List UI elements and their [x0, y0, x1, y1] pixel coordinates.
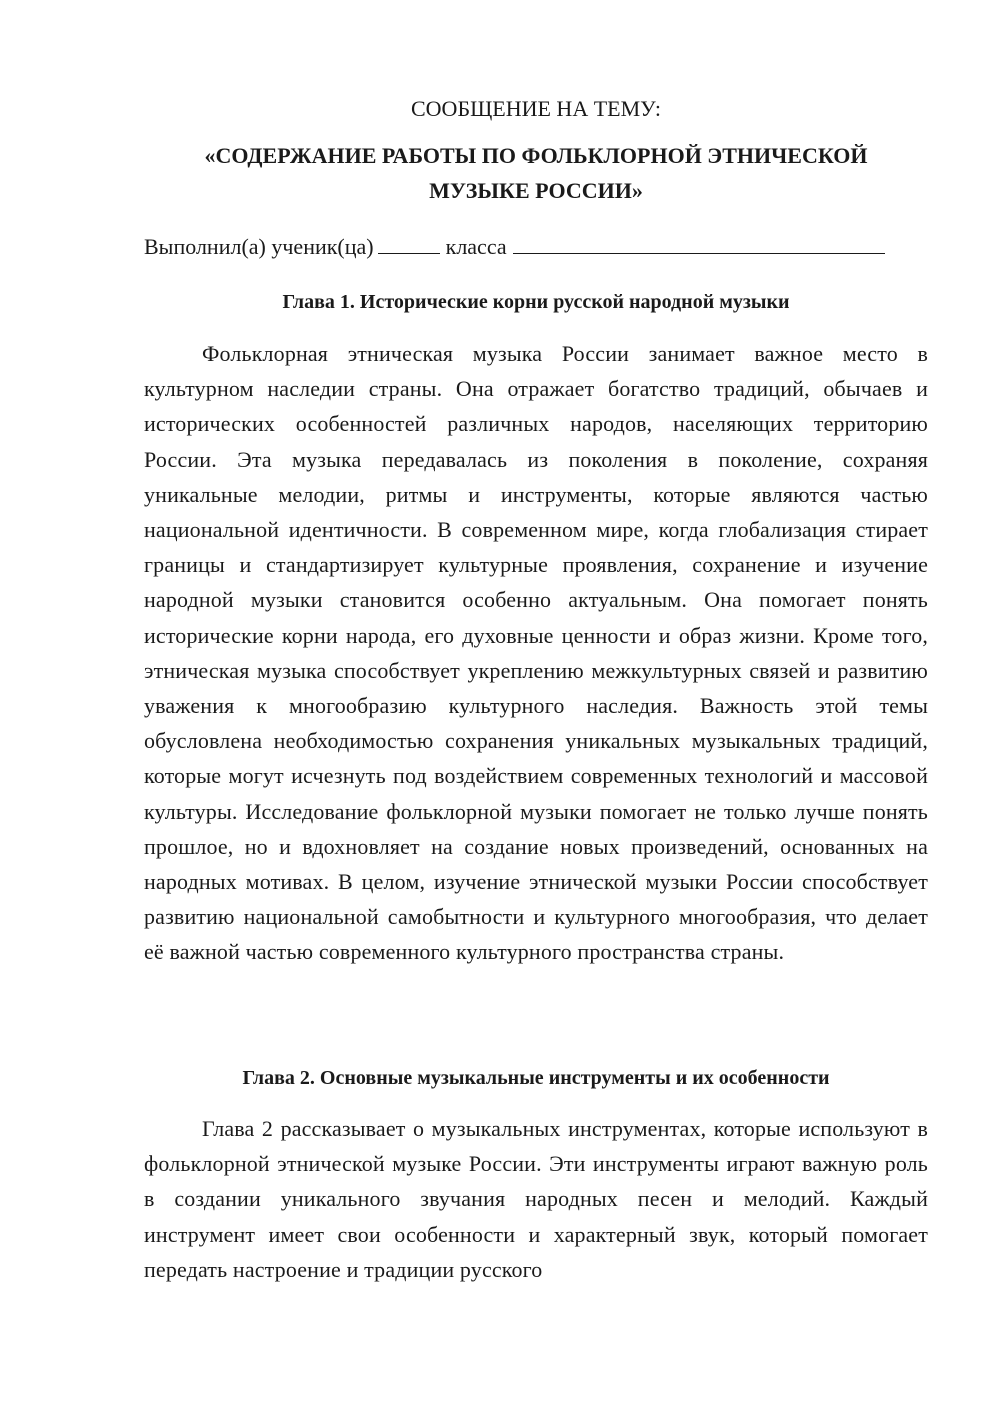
- report-title-line-1: «СОДЕРЖАНИЕ РАБОТЫ ПО ФОЛЬКЛОРНОЙ ЭТНИЧЕСКОЙ: [204, 143, 868, 168]
- class-number-blank: [378, 233, 440, 254]
- chapter-2-paragraph: Глава 2 рассказывает о музыкальных инструментах, которые используют в фольклорной этнической музыке России. Эти инструменты играют важную роль в создании уникального звучания народных песен и мелодий. Каждый инструмент имеет свои особенности и характерный звук, который помогает передать настроение и традиции русского: [144, 1116, 928, 1282]
- student-info-line: [144, 232, 885, 262]
- report-title-line-2: МУЗЫКЕ РОССИИ»: [429, 178, 643, 203]
- chapter-1-title: Глава 1. Исторические корни русской народной музыки: [282, 291, 790, 313]
- student-label: Выполнил(а) ученик(ца): [144, 234, 374, 259]
- student-name-blank: [513, 233, 885, 254]
- report-type-heading: СООБЩЕНИЕ НА ТЕМУ:: [411, 96, 661, 121]
- class-label: класса: [445, 234, 507, 259]
- chapter-2-title: Глава 2. Основные музыкальные инструменты и их особенности: [242, 1067, 830, 1089]
- chapter-1-paragraph: Фольклорная этническая музыка России занимает важное место в культурном наследии страны. Она отражает богатство традиций, обычаев и исторических особенностей различных народов, населяющих территорию России. Эта музыка передавалась из поколения в поколение, сохраняя уникальные мелодии, ритмы и инструменты, которые являются частью национальной идентичности. В современном мире, когда глобализация стирает границы и стандартизирует культурные проявления, сохранение и изучение народной музыки становится особенно актуальным. Она помогает понять исторические корни народа, его духовные ценности и образ жизни. Кроме того, этническая музыка способствует укреплению межкультурных связей и развитию уважения к многообразию культурного наследия. Важность этой темы обусловлена необходимостью сохранения уникальных музыкальных традиций, которые могут исчезнуть под воздействием современных технологий и массовой культуры. Исследование фольклорной музыки помогает не только лучше понять прошлое, но и вдохновляет на создание новых произведений, основанных на народных мотивах. В целом, изучение этнической музыки России способствует развитию национальной самобытности и культурного многообразия, что делает её важной частью современного культурного пространства страны.: [144, 341, 928, 965]
